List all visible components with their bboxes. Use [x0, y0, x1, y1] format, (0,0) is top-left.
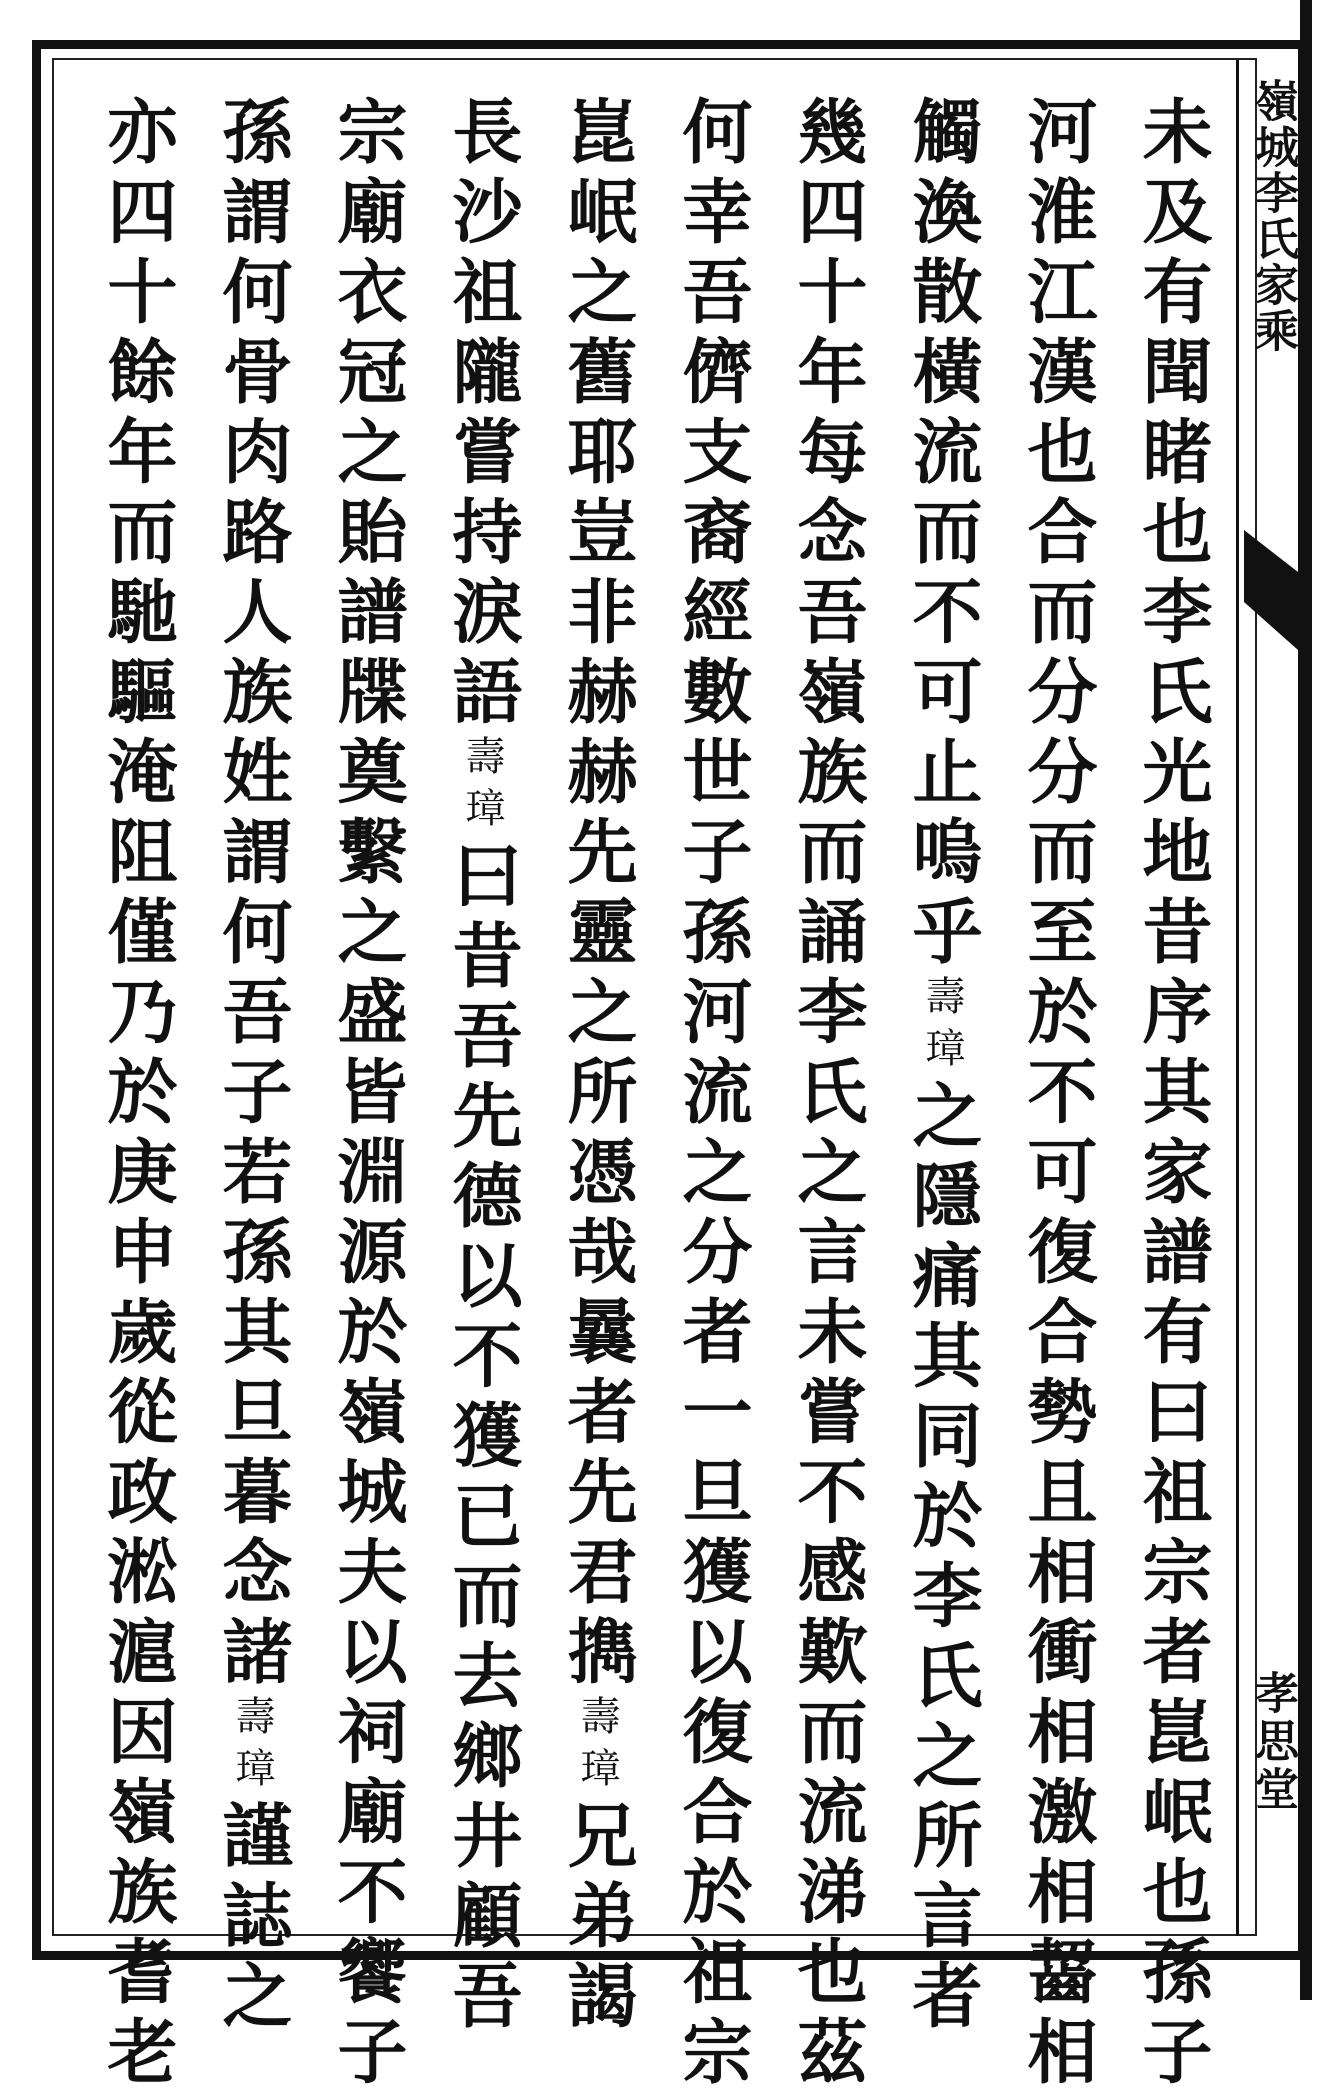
column-text: 孫謂何骨肉路人族姓謂何吾子若孫其旦暮念諸 [211, 95, 294, 1695]
text-column-2 [1000, 95, 1115, 2095]
column-text: 觸渙散橫流而不可止嗚乎 [901, 95, 984, 975]
interlinear-note: 壽璋 [229, 1695, 275, 1799]
interlinear-note: 壽璋 [459, 735, 505, 839]
text-column-1 [1115, 95, 1230, 2095]
text-column-4 [770, 95, 885, 2095]
column-text: 何幸吾儕支裔經數世子孫河流之分者一旦獲以復合於祖宗 [671, 95, 754, 2095]
interlinear-note: 壽璋 [919, 975, 965, 1079]
column-text-continued: 謹誌之 [211, 1799, 294, 2039]
interlinear-note: 壽璋 [574, 1695, 620, 1799]
column-text-continued: 之隱痛其同於李氏之所言者 [901, 1079, 984, 2039]
book-title: 嶺城李氏家乘 [1247, 78, 1298, 354]
column-text: 崑岷之舊耶豈非赫赫先靈之所憑哉曩者先君擕 [556, 95, 639, 1695]
column-text-continued: 兄弟謁 [556, 1799, 639, 2039]
text-column-6 [540, 95, 655, 2039]
column-text: 河淮江漢也合而分分而至於不可復合勢且相衝相激相齧相 [1016, 95, 1099, 2095]
text-column-8 [310, 95, 425, 2095]
column-text: 未及有聞睹也李氏光地昔序其家譜有曰祖宗者崑岷也孫子 [1131, 95, 1214, 2095]
text-column-9 [195, 95, 310, 2039]
hall-name: 孝思堂 [1247, 1670, 1298, 1814]
text-column-5 [655, 95, 770, 2095]
column-text: 亦四十餘年而馳驅淹阻僅乃於庚申歲從政淞滬因嶺族耆老 [96, 95, 179, 2095]
center-column-banxin [1244, 70, 1300, 1930]
column-text: 長沙祖隴嘗持淚語 [441, 95, 524, 735]
fishtail-mark-icon [1244, 530, 1298, 650]
text-column-7 [425, 95, 540, 2039]
text-column-3 [885, 95, 1000, 2039]
main-text-block [80, 95, 1230, 2095]
text-column-10 [80, 95, 195, 2095]
column-text: 宗廟衣冠之貽譜牒奠繫之盛皆淵源於嶺城夫以祠廟不饗子 [326, 95, 409, 2095]
column-text: 幾四十年每念吾嶺族而誦李氏之言未嘗不感歎而流涕也茲 [786, 95, 869, 2095]
center-column-rule [1236, 60, 1239, 1936]
column-text-continued: 曰昔吾先德以不獲已而去鄉井顧吾 [441, 839, 524, 2039]
